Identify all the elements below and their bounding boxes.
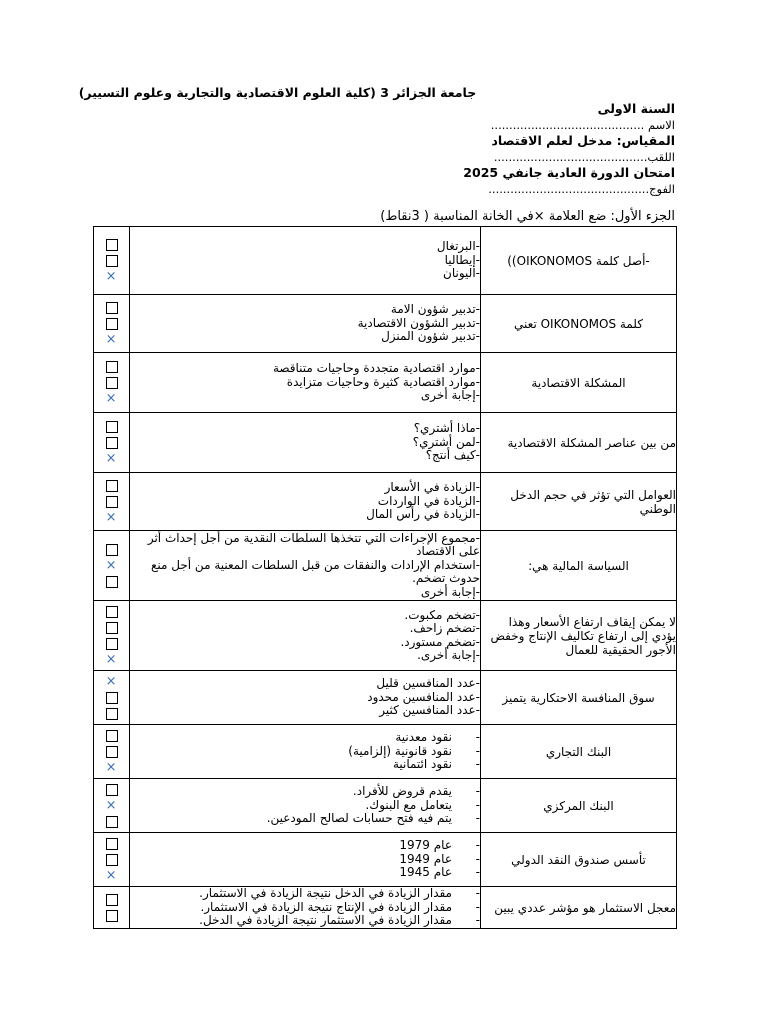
answer-checkbox[interactable] (106, 638, 118, 650)
option-text: -الزيادة في الأسعار (384, 480, 480, 495)
answer-checkbox[interactable] (106, 708, 118, 720)
options-cell (130, 295, 481, 353)
answer-marks-cell (94, 227, 130, 295)
answer-checkbox[interactable] (106, 622, 118, 634)
answer-checkbox[interactable] (106, 377, 118, 389)
option-text: -إجابة أخرى. (417, 648, 480, 662)
question-row (94, 353, 677, 413)
options-cell (130, 725, 481, 779)
option-bullet: - (475, 865, 480, 880)
option-text (130, 745, 480, 759)
option-text: -تضخم مستورد. (400, 634, 480, 649)
answer-checkbox[interactable] (106, 746, 118, 758)
question-row (94, 473, 677, 531)
options-cell (130, 833, 481, 887)
answer-marks-cell (94, 601, 130, 671)
option-bullet: - (475, 730, 480, 745)
option-text: -تدبير شؤون المنزل (381, 329, 480, 344)
answer-checkbox[interactable] (106, 361, 118, 373)
answer-checkbox[interactable] (106, 606, 118, 618)
answer-checkbox[interactable] (106, 784, 118, 796)
option-text (130, 901, 480, 915)
answer-checkbox[interactable] (106, 496, 118, 508)
answer-checkbox[interactable] (106, 318, 118, 330)
question-text: سوق المنافسة الاحتكارية يتميز (481, 671, 677, 725)
question-row (94, 413, 677, 473)
module-label: المقياس: مدخل لعلم الاقتصاد (491, 133, 675, 148)
option-text (130, 758, 480, 772)
question-row (94, 725, 677, 779)
answer-checkbox[interactable] (106, 910, 118, 922)
question-text: السياسة المالية هي: (481, 531, 677, 601)
options-cell (130, 601, 481, 671)
answer-checkbox[interactable] (106, 239, 118, 251)
answer-checkbox[interactable] (106, 421, 118, 433)
answer-checkbox[interactable] (106, 692, 118, 704)
option-text: -لمن أشتري؟ (412, 434, 480, 449)
option-text: -موارد اقتصادية متجددة وحاجيات متناقصة (272, 361, 480, 376)
answer-marks-cell (94, 531, 130, 601)
option-label: يقدم قروض للأفراد. (352, 784, 452, 799)
answer-marks-cell (94, 353, 130, 413)
option-text (130, 812, 480, 826)
question-text: المشكلة الاقتصادية (481, 353, 677, 413)
option-bullet: - (475, 886, 480, 901)
answer-checkbox[interactable] (106, 302, 118, 314)
checked-x-mark[interactable]: × (105, 797, 117, 813)
checked-x-mark[interactable]: × (105, 331, 117, 347)
option-text: -عدد المنافسين محدود (367, 689, 480, 704)
option-label: نقود قانونية (إلزامية) (348, 743, 452, 758)
option-text (130, 853, 480, 867)
checked-x-mark[interactable]: × (105, 673, 117, 689)
answer-checkbox[interactable] (106, 544, 118, 556)
answer-marks-cell (94, 725, 130, 779)
option-text: -موارد اقتصادية كثيرة وحاجيات متزايدة (286, 374, 480, 389)
answer-marks-cell (94, 779, 130, 833)
option-text (130, 799, 480, 813)
option-text: -مجموع الإجراءات التي تتخذها السلطات النقدية من أجل إحداث أثر على الاقتصاد (147, 530, 480, 559)
question-row (94, 833, 677, 887)
option-text (130, 731, 480, 745)
option-text: -تدبير الشؤون الاقتصادية (357, 315, 480, 330)
option-bullet: - (475, 899, 480, 914)
option-label: مقدار الزيادة في الاستثمار نتيجة الزيادة في الدخل. (199, 913, 452, 928)
question-text: معجل الاستثمار هو مؤشر عددي يبين (481, 887, 677, 929)
options-cell (130, 887, 481, 929)
question-row (94, 779, 677, 833)
option-bullet: - (475, 743, 480, 758)
option-text: -اليونان (443, 266, 480, 281)
answer-checkbox[interactable] (106, 730, 118, 742)
option-text: -الزيادة في رأس المال (366, 507, 480, 522)
part1-instruction: الجزء الأول: ضع العلامة ×في الخانة المناسبة ( 3نقاط) (380, 209, 675, 224)
options-cell (130, 671, 481, 725)
question-text: من بين عناصر المشكلة الاقتصادية (481, 413, 677, 473)
option-bullet: - (475, 851, 480, 866)
question-text: تأسس صندوق النقد الدولي (481, 833, 677, 887)
option-label: يتم فيه فتح حسابات لصالح المودعين. (266, 811, 452, 826)
option-bullet: - (475, 913, 480, 928)
exam-header (0, 85, 675, 197)
option-bullet: - (475, 784, 480, 799)
question-text: البنك المركزي (481, 779, 677, 833)
option-text: -تضخم مكبوت. (404, 607, 480, 622)
option-text: -تدبير شؤون الامة (390, 302, 480, 317)
option-text: -عدد المنافسين قليل (376, 676, 480, 691)
year-label: السنة الاولى (597, 101, 675, 116)
option-text (130, 887, 480, 901)
option-label: مقدار الزيادة في الإنتاج نتيجة الزيادة في الاستثمار. (200, 899, 452, 914)
checked-x-mark[interactable]: × (105, 509, 117, 525)
option-text (130, 785, 480, 799)
option-text: -عدد المنافسين كثير (379, 703, 480, 718)
question-text: البنك التجاري (481, 725, 677, 779)
option-bullet: - (475, 757, 480, 772)
university-title: جامعة الجزائر 3 (كلية العلوم الاقتصادية والتجارية وعلوم التسيير) (78, 85, 477, 100)
option-text: -كيف أنتج؟ (425, 448, 480, 463)
option-label: مقدار الزيادة في الدخل نتيجة الزيادة في الاستثمار. (199, 886, 452, 901)
option-text (130, 839, 480, 853)
checked-x-mark[interactable]: × (105, 557, 117, 573)
options-cell (130, 353, 481, 413)
answer-checkbox[interactable] (106, 816, 118, 828)
question-text: -أصل كلمة OIKONOMOS)) (481, 227, 677, 295)
option-label: يتعامل مع البنوك. (365, 797, 452, 812)
options-cell (130, 531, 481, 601)
options-cell (130, 779, 481, 833)
checked-x-mark[interactable]: × (105, 651, 117, 667)
group-field: الفوج............................................ (488, 182, 675, 196)
answer-marks-cell (94, 413, 130, 473)
question-text: كلمة OIKONOMOS تعني (481, 295, 677, 353)
options-cell (130, 413, 481, 473)
option-label: نقود ائتمانية (392, 757, 452, 772)
option-text (130, 866, 480, 880)
checked-x-mark[interactable]: × (105, 759, 117, 775)
question-row (94, 295, 677, 353)
option-text: -إجابة أخرى (420, 388, 480, 403)
name-field: الاسم .......................................... (490, 118, 675, 132)
surname-field: اللقب.......................................... (493, 150, 675, 164)
question-row (94, 887, 677, 929)
answer-marks-cell (94, 671, 130, 725)
question-text: العوامل التي تؤثر في حجم الدخل الوطني (481, 473, 677, 531)
option-bullet: - (475, 838, 480, 853)
option-text: -ماذا أشتري؟ (413, 421, 480, 436)
option-text: -إجابة أخرى (420, 584, 480, 599)
option-text: -الزيادة في الواردات (377, 493, 480, 508)
answer-checkbox[interactable] (106, 838, 118, 850)
answer-marks-cell (94, 295, 130, 353)
option-text (130, 914, 480, 928)
exam-label: امتحان الدورة العادية جانفي 2025 (463, 165, 675, 180)
question-row (94, 601, 677, 671)
options-cell (130, 473, 481, 531)
answer-checkbox[interactable] (106, 576, 118, 588)
option-text: -البرتغال (436, 239, 480, 254)
question-row (94, 671, 677, 725)
answer-checkbox[interactable] (106, 894, 118, 906)
options-cell (130, 227, 481, 295)
checked-x-mark[interactable]: × (105, 390, 117, 406)
answer-checkbox[interactable] (106, 854, 118, 866)
answer-marks-cell (94, 833, 130, 887)
option-label: نقود معدنية (395, 730, 452, 745)
checked-x-mark[interactable]: × (105, 867, 117, 883)
option-bullet: - (475, 811, 480, 826)
option-label: عام 1949 (399, 851, 452, 866)
option-text: -إيطاليا (444, 252, 480, 267)
answer-marks-cell (94, 887, 130, 929)
checked-x-mark[interactable]: × (105, 268, 117, 284)
question-row (94, 227, 677, 295)
option-text: -استخدام الإرادات والنفقات من قبل السلطات المعنية من أجل منع حدوث تضخم. (151, 557, 480, 586)
option-label: عام 1945 (399, 865, 452, 880)
checked-x-mark[interactable]: × (105, 450, 117, 466)
answer-checkbox[interactable] (106, 437, 118, 449)
question-row (94, 531, 677, 601)
option-bullet: - (475, 797, 480, 812)
option-label: عام 1979 (399, 838, 452, 853)
question-text: لا يمكن إيقاف ارتفاع الأسعار وهذا يؤدي إلى ارتفاع تكاليف الإنتاج وخفض الأجور الحقيقية للعمال (481, 601, 677, 671)
option-text: -تضخم زاحف. (409, 621, 480, 635)
answer-checkbox[interactable] (106, 255, 118, 267)
answer-marks-cell (94, 473, 130, 531)
questions-table (93, 226, 677, 929)
answer-checkbox[interactable] (106, 480, 118, 492)
